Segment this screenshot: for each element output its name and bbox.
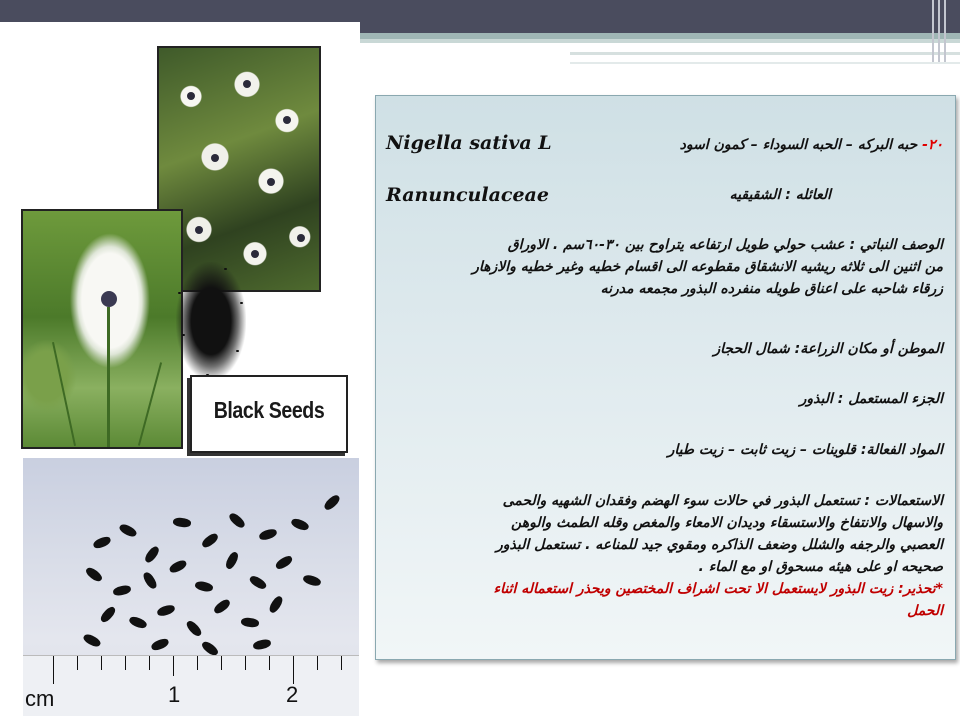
- habitat-value: شمال الحجاز: [713, 341, 790, 357]
- uses-block: [383, 490, 943, 578]
- seeds-ruler-photo: [23, 458, 359, 716]
- active-compounds-value: قلوينات – زيت ثابت – زيت طيار: [667, 442, 857, 458]
- family-latin: Ranunculaceae: [386, 184, 549, 206]
- habitat-line: [713, 338, 943, 360]
- scientific-name: Nigella sativa L: [386, 132, 552, 154]
- header-vbar: [938, 0, 940, 62]
- header-line: [570, 62, 960, 64]
- part-used-label: الجزء المستعمل :: [837, 391, 943, 407]
- ruler: [23, 655, 359, 716]
- plant-title-line: ٢٠- حبه البركه – الحبه السوداء – كمون اسود: [679, 137, 943, 153]
- warning-star: *: [935, 581, 943, 597]
- description-line: : عشب حولي طويل ارتفاعه يتراوح بين ٣٠-٦٠سم . الاوراق: [507, 237, 856, 253]
- description-line: زرقاء شاحبه على اعناق طويله منفرده البذور مجمعه مدرنه: [600, 281, 943, 297]
- active-compounds-line: [668, 439, 943, 461]
- nigella-plant-photo: [21, 209, 183, 449]
- ruler-unit: cm: [25, 686, 55, 711]
- plant-number: ٢٠: [927, 137, 943, 153]
- uses-line: صحيحه او على هيئه مسحوق او مع الماء .: [698, 559, 943, 575]
- header-line: [570, 52, 960, 55]
- uses-line: والاسهال والانتفاخ والاستسقاء وديدان الامعاء والمغص وقله الطمث والوهن: [511, 515, 943, 531]
- warning-line: زيت البذور لايستعمل الا تحت اشراف المختصين ويحذر استعماله اثناء: [493, 581, 894, 597]
- description-label: الوصف النباتي: [859, 237, 943, 253]
- warning-label: تحذير:: [898, 581, 936, 597]
- part-used-value: البذور: [799, 391, 833, 407]
- warning-block: [383, 578, 943, 622]
- description-block: [383, 234, 943, 300]
- uses-label: الاستعمالات :: [864, 493, 943, 509]
- uses-line: العصبي والرجفه والشلل وضعف الذاكره ومقوي جيد للمناعه . تستعمل البذور: [496, 537, 943, 553]
- header-white-gap: [0, 22, 360, 44]
- uses-line: تستعمل البذور في حالات سوء الهضم وفقدان الشهيه والحمى: [502, 493, 860, 509]
- family-label: العائله : الشقيقيه: [729, 187, 831, 203]
- warning-line: الحمل: [907, 603, 943, 619]
- active-compounds-label: المواد الفعالة:: [860, 442, 943, 458]
- seed-pile: [176, 262, 246, 380]
- content-panel: [375, 95, 956, 660]
- plant-arabic-names: حبه البركه – الحبه السوداء – كمون اسود: [679, 137, 918, 153]
- header-stripe-light: [360, 39, 960, 43]
- header-vbar: [944, 0, 946, 62]
- part-used-line: [800, 388, 943, 410]
- habitat-label: الموطن أو مكان الزراعة:: [794, 341, 943, 357]
- black-seeds-label: Black Seeds: [190, 375, 348, 453]
- ruler-mark-1: 1: [168, 682, 181, 707]
- ruler-mark-2: 2: [286, 682, 299, 707]
- header-vbar: [932, 0, 934, 62]
- description-line: من اثنين الى ثلاثه ريشيه الانشقاق مقطوعه الى اقسام خطيه وغير خطيه والازهار: [472, 259, 943, 275]
